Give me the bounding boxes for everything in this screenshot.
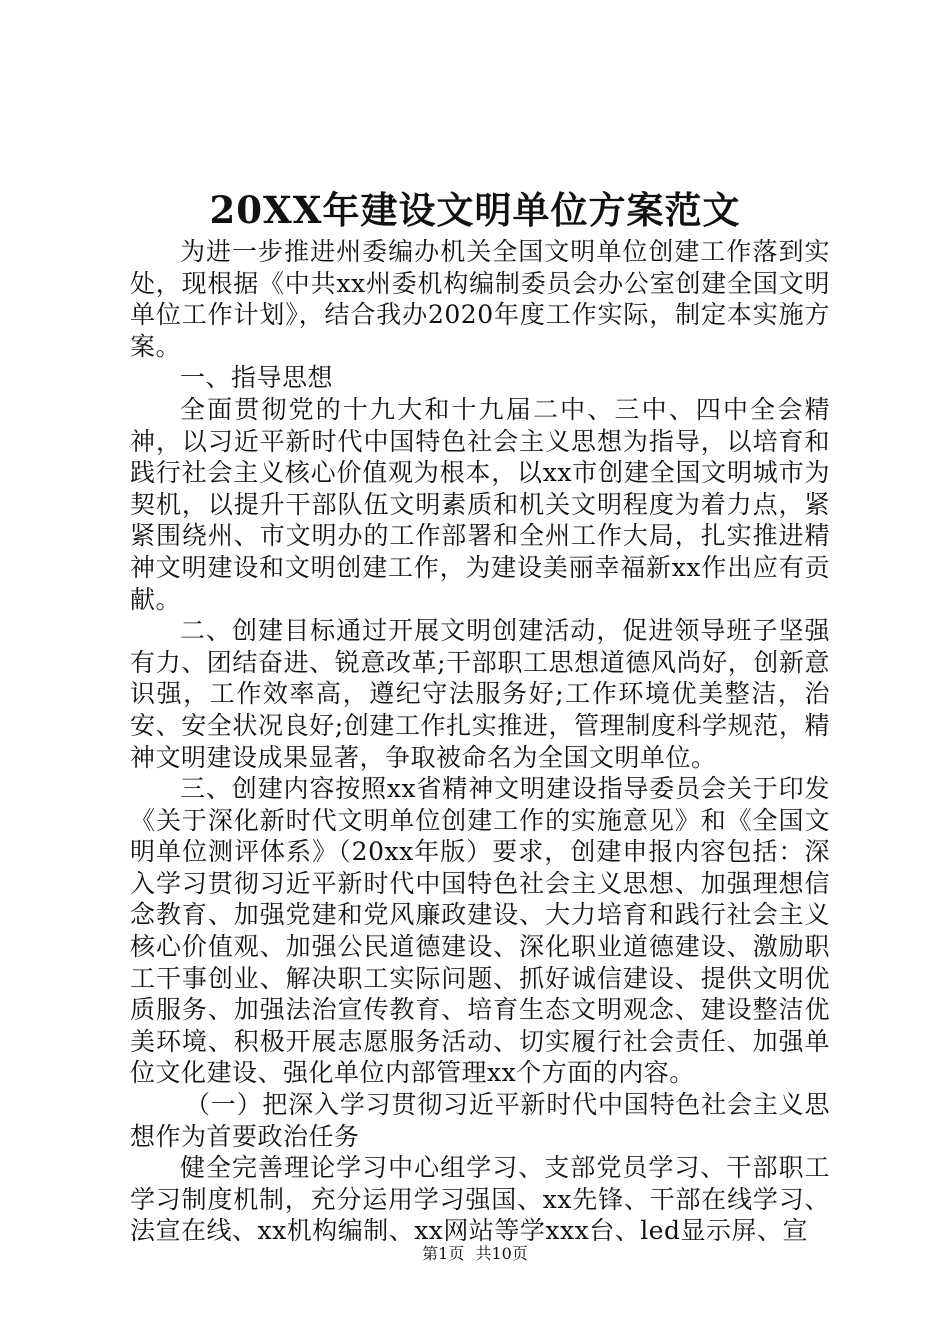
- paragraph-study-system: 健全完善理论学习中心组学习、支部党员学习、干部职工学习制度机制，充分运用学习强国、xx先锋、干部在线学习、法宣在线、xx机构编制、xx网站等学xxx台、led显示屏、宣: [130, 1153, 830, 1246]
- paragraph-creation-goals: 二、创建目标通过开展文明创建活动，促进领导班子坚强有力、团结奋进、锐意改革;干部职工思想道德风尚好，创新意识强，工作效率高，遵纪守法服务好;工作环境优美整洁，治安、安全状况良好;创建工作扎实推进，管理制度科学规范，精神文明建设成果显著，争取被命名为全国文明单位。: [130, 616, 830, 772]
- section-heading-guiding-ideology: 一、指导思想: [180, 363, 334, 393]
- paragraph-creation-content: 三、创建内容按照xx省精神文明建设指导委员会关于印发《关于深化新时代文明单位创建工作的实施意见》和《全国文明单位测评体系》（20xx年版）要求，创建申报内容包括：深入学习贯彻习近平新时代中国特色社会主义思想、加强理想信念教育、加强党建和党风廉政建设、大力培育和践行社会主义核心价值观、加强公民道德建设、深化职业道德建设、激励职工干事创业、解决职工实际问题、抓好诚信建设、提供文明优质服务、加强法治宣传教育、培育生态文明观念、建设整洁优美环境、积极开展志愿服务活动、切实履行社会责任、加强单位文化建设、强化单位内部管理xx个方面的内容。: [130, 774, 830, 1088]
- paragraph-guiding-ideology: 全面贯彻党的十九大和十九届二中、三中、四中全会精神，以习近平新时代中国特色社会主义思想为指导，以培育和践行社会主义核心价值观为根本，以xx市创建全国文明城市为契机，以提升干部队伍文明素质和机关文明程度为着力点，紧紧围绕州、市文明办的工作部署和全州工作大局，扎实推进精神文明建设和文明创建工作，为建设美丽幸福新xx作出应有贡献。: [130, 394, 830, 614]
- subsection-heading-1: （一）把深入学习贯彻习近平新时代中国特色社会主义思想作为首要政治任务: [130, 1090, 830, 1151]
- paragraph-intro: 为进一步推进州委编办机关全国文明单位创建工作落到实处，现根据《中共xx州委机构编制委员会办公室创建全国文明单位工作计划》，结合我办2020年度工作实际，制定本实施方案。: [130, 237, 830, 361]
- document-title: 20XX年建设文明单位方案范文: [209, 188, 741, 232]
- page-number: 第1页: [422, 1244, 465, 1263]
- page-footer: [0, 1244, 950, 1264]
- document-body: [130, 236, 830, 1247]
- page-total: 共10页: [475, 1244, 528, 1263]
